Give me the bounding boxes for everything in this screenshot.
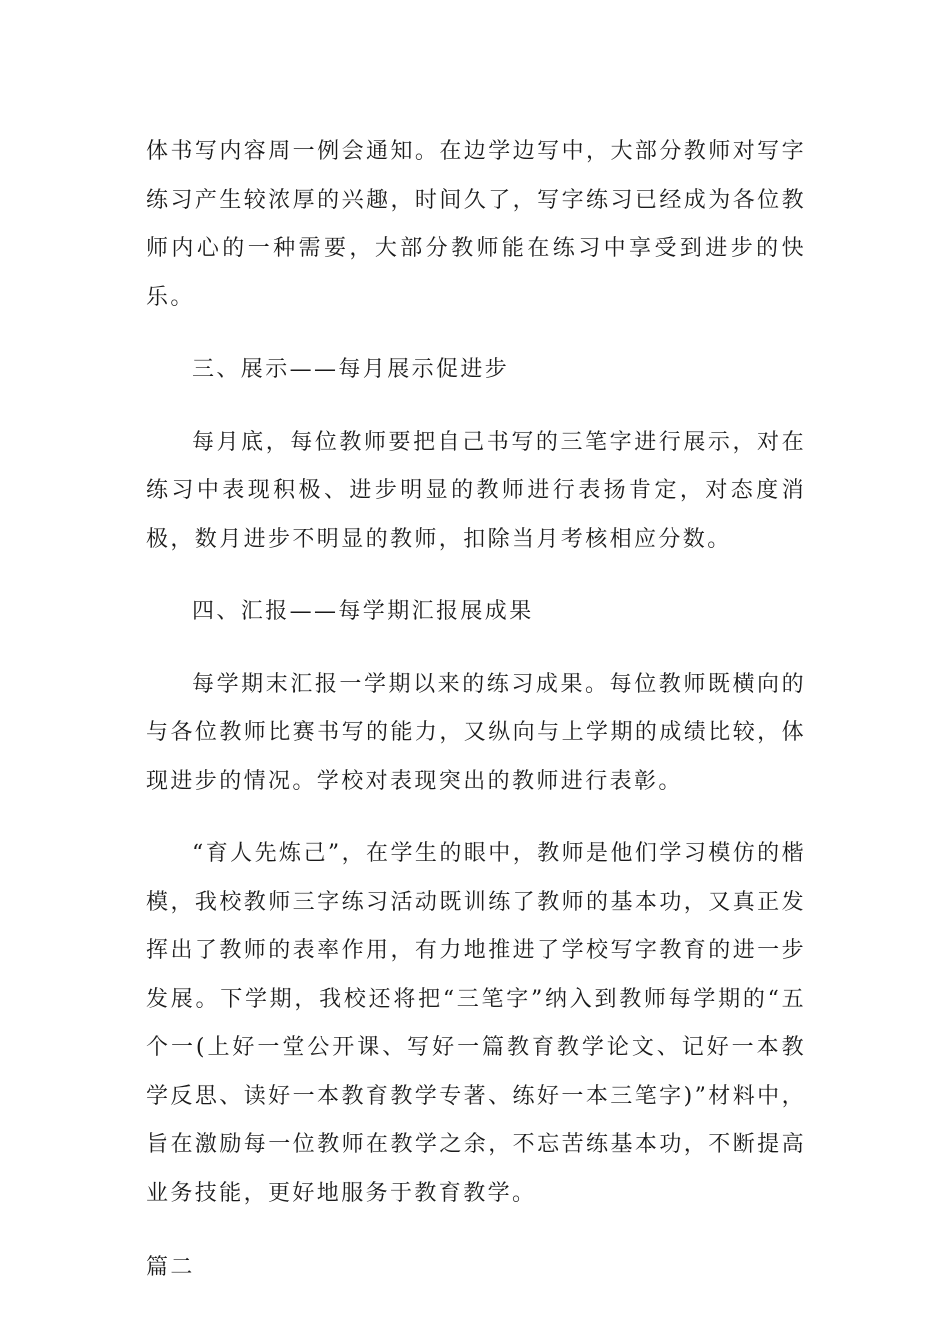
section-heading-display: 三、展示——每月展示促进步 — [192, 357, 510, 382]
paragraph-semester-report: 每学期末汇报一学期以来的练习成果。每位教师既横向的与各位教师比赛书写的能力，又纵向与上学期的成绩比较，体现进步的情况。学校对表现突出的教师进行表彰。 — [146, 671, 806, 794]
paragraph-monthly-display: 每月底，每位教师要把自己书写的三笔字进行展示，对在练习中表现积极、进步明显的教师进行表扬肯定，对态度消极，数月进步不明显的教师，扣除当月考核相应分数。 — [146, 429, 806, 552]
document-body — [146, 128, 806, 1293]
section-label: 篇二 — [146, 1255, 195, 1280]
paragraph-conclusion: “育人先炼己”，在学生的眼中，教师是他们学习模仿的楷模，我校教师三字练习活动既训练了教师的基本功，又真正发挥出了教师的表率作用，有力地推进了学校写字教育的进一步发展。下学期，我校还将把“三笔字”纳入到教师每学期的“五个一(上好一堂公开课、写好一篇教育教学论文、记好一本教学反思、读好一本教育教学专著、练好一本三笔字)”材料中，旨在激励每一位教师在教学之余，不忘苦练基本功，不断提高业务技能，更好地服务于教育教学。 — [146, 841, 806, 1206]
section-heading-report: 四、汇报——每学期汇报展成果 — [192, 599, 534, 624]
paragraph-continuation: 体书写内容周一例会通知。在边学边写中，大部分教师对写字练习产生较浓厚的兴趣，时间久了，写字练习已经成为各位教师内心的一种需要，大部分教师能在练习中享受到进步的快乐。 — [146, 139, 806, 310]
